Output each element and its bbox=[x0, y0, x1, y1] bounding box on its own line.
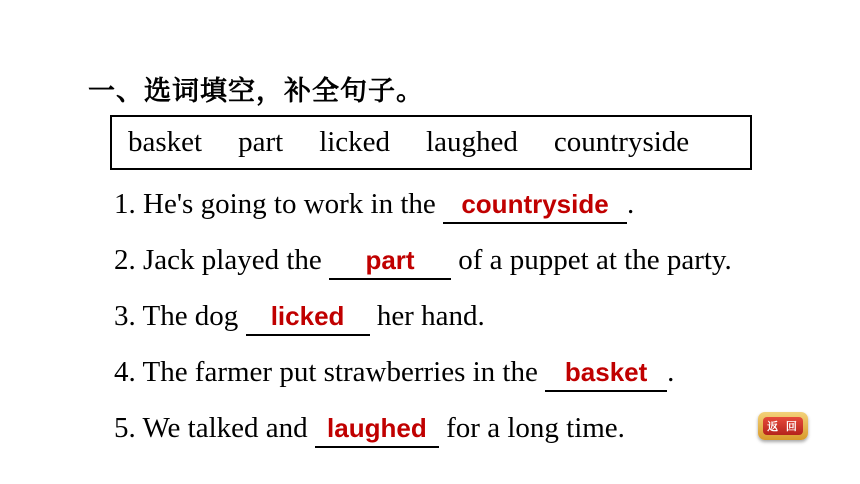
answer-blank: basket bbox=[545, 356, 667, 392]
sentence-2 bbox=[114, 240, 732, 280]
sentence-3 bbox=[114, 296, 485, 336]
sentence-text: 2. Jack played the bbox=[114, 244, 330, 276]
sentence-text: 3. The dog bbox=[114, 300, 246, 332]
answer-blank: part bbox=[329, 244, 451, 280]
answer-blank: countryside bbox=[443, 188, 627, 224]
sentence-1 bbox=[114, 184, 634, 224]
word-bank-item: basket bbox=[128, 126, 203, 158]
word-bank-item: laughed bbox=[426, 126, 518, 158]
sentence-text: her hand. bbox=[369, 300, 485, 332]
sentence-text: 5. We talked and bbox=[114, 412, 315, 444]
word-bank-item: countryside bbox=[553, 126, 690, 158]
sentence-text: for a long time. bbox=[438, 412, 625, 444]
sentence-text: 4. The farmer put strawberries in the bbox=[114, 356, 546, 388]
word-bank-item: licked bbox=[319, 126, 391, 158]
sentence-text: 1. He's going to work in the bbox=[114, 188, 444, 220]
sentence-5 bbox=[114, 408, 625, 448]
sentence-text: . bbox=[667, 356, 675, 388]
answer-blank: licked bbox=[246, 300, 370, 336]
sentence-text: . bbox=[627, 188, 635, 220]
word-bank bbox=[110, 115, 752, 170]
word-bank-item: part bbox=[238, 126, 284, 158]
answer-blank: laughed bbox=[315, 412, 439, 448]
sentence-4 bbox=[114, 352, 674, 392]
exercise-heading: 一、选词填空，补全句子。 bbox=[88, 76, 424, 107]
return-button[interactable] bbox=[758, 412, 808, 440]
sentence-text: of a puppet at the party. bbox=[451, 244, 732, 276]
return-button-label: 返 回 bbox=[763, 417, 803, 435]
